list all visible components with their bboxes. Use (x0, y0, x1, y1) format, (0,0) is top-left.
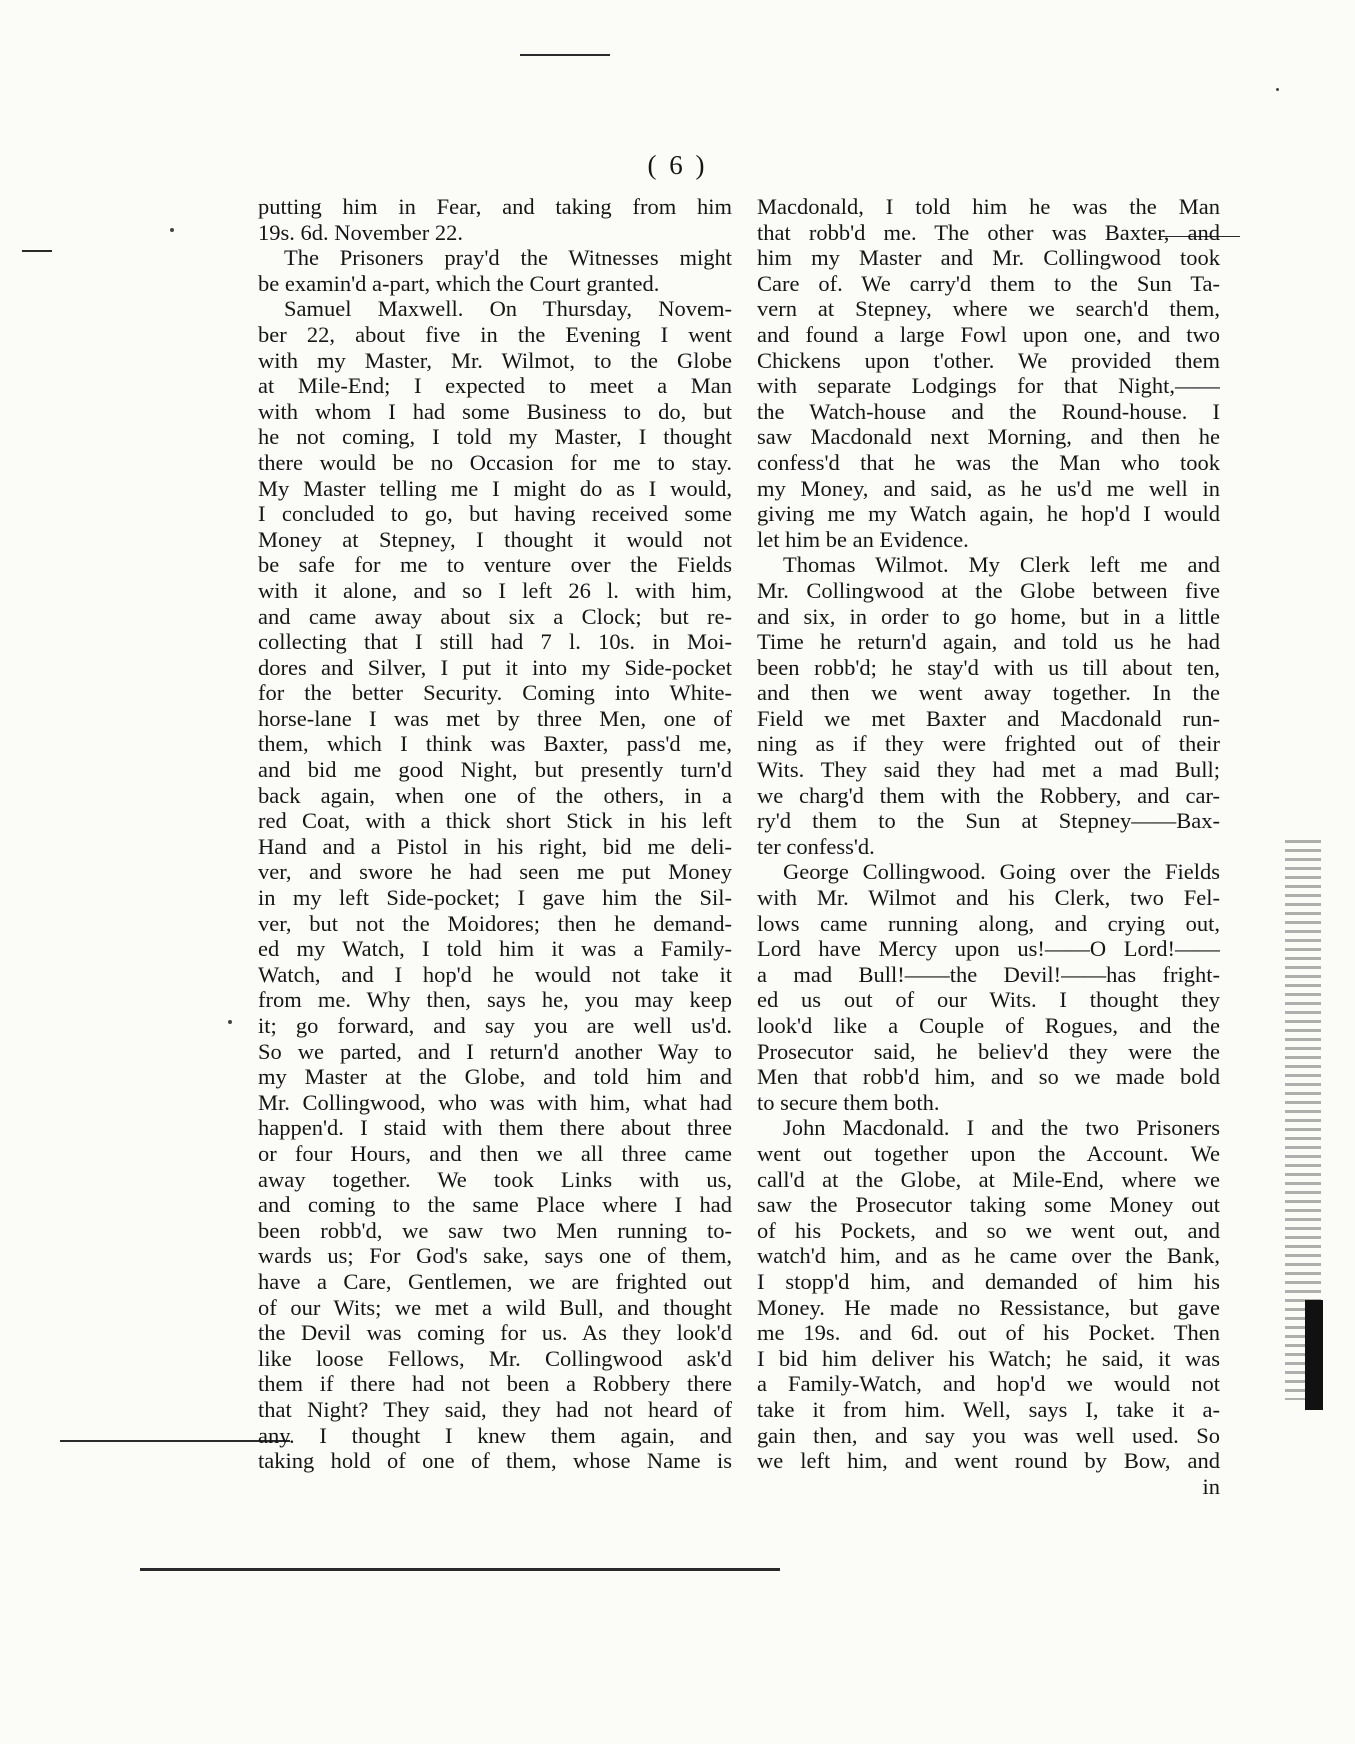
text-line: a Family-Watch, and hop'd we would not (757, 1371, 1220, 1397)
text-line: them, which I think was Baxter, pass'd me, (258, 731, 732, 757)
page-number: ( 6 ) (647, 150, 708, 180)
text-line: Wits. They said they had met a mad Bull; (757, 757, 1220, 783)
text-line: So we parted, and I return'd another Way to (258, 1038, 732, 1064)
text-line: Care of. We carry'd them to the Sun Ta- (757, 270, 1220, 296)
text-line: Hand and a Pistol in his right, bid me deli- (258, 833, 732, 859)
text-line: there would be no Occasion for me to stay. (258, 449, 732, 475)
text-line: the Watch-house and the Round-house. I (757, 398, 1220, 424)
text-line: Macdonald, I told him he was the Man (757, 194, 1220, 219)
text-line: Lord have Mercy upon us!——O Lord!—— (757, 936, 1220, 962)
text-line: him my Master and Mr. Collingwood took (757, 245, 1220, 271)
text-line: let him be an Evidence. (757, 526, 969, 552)
text-line: any. I thought I knew them again, and (258, 1422, 732, 1448)
text-line: wards us; For God's sake, says one of them, (258, 1243, 732, 1269)
text-line: dores and Silver, I put it into my Side-pocket (258, 654, 732, 680)
text-line: of his Pockets, and so we went out, and (757, 1217, 1220, 1243)
text-line: Mr. Collingwood, who was with him, what had (258, 1089, 732, 1115)
text-line: been robb'd, we saw two Men running to- (258, 1217, 732, 1243)
margin-speck (1276, 88, 1279, 91)
text-line: away together. We took Links with us, (258, 1166, 732, 1192)
text-line: be safe for me to venture over the Fields (258, 552, 732, 578)
text-line: be examin'd a-part, which the Court granted. (258, 270, 660, 296)
text-line: back again, when one of the others, in a (258, 782, 732, 808)
text-line: Men that robb'd him, and so we made bold (757, 1064, 1220, 1090)
text-line: Mr. Collingwood at the Globe between five (757, 577, 1220, 603)
text-line: with whom I had some Business to do, but (258, 398, 732, 424)
text-line: it; go forward, and say you are well us'd. (258, 1013, 732, 1038)
text-line: ter confess'd. (757, 833, 875, 859)
text-line: and bid me good Night, but presently turn'd (258, 757, 732, 783)
text-line: the Devil was coming for us. As they look'd (258, 1320, 732, 1346)
text-line: look'd like a Couple of Rogues, and the (757, 1013, 1220, 1038)
text-line: of our Wits; we met a wild Bull, and thought (258, 1294, 732, 1320)
text-line: at Mile-End; I expected to meet a Man (258, 373, 732, 399)
text-line: with my Master, Mr. Wilmot, to the Globe (258, 347, 732, 373)
text-line: Samuel Maxwell. On Thursday, Novem- (284, 296, 732, 322)
text-line: take it from him. Well, says I, take it a- (757, 1396, 1220, 1422)
text-line: in my left Side-pocket; I gave him the Sil- (258, 885, 732, 911)
text-line: ed us out of our Wits. I thought they (757, 987, 1220, 1013)
text-line: ning as if they were frighted out of their (757, 731, 1220, 757)
text-line: with separate Lodgings for that Night,—— (757, 373, 1220, 399)
text-line: confess'd that he was the Man who took (757, 449, 1220, 475)
text-line: I stopp'd him, and demanded of him his (757, 1268, 1220, 1294)
text-line: watch'd him, and as he came over the Bank, (757, 1243, 1220, 1269)
text-line: putting him in Fear, and taking from him (258, 194, 732, 219)
bottom-rule (60, 1440, 290, 1442)
text-line: saw Macdonald next Morning, and then he (757, 424, 1220, 450)
text-line: gain then, and say you was well used. So (757, 1422, 1220, 1448)
text-line: like loose Fellows, Mr. Collingwood ask'd (258, 1345, 732, 1371)
text-line: to secure them both. (757, 1089, 940, 1115)
text-line: he not coming, I told my Master, I thought (258, 424, 732, 450)
text-line: and six, in order to go home, but in a little (757, 603, 1220, 629)
text-line: red Coat, with a thick short Stick in his left (258, 808, 732, 834)
text-line: John Macdonald. I and the two Prisoners (783, 1115, 1220, 1141)
text-line: my Money, and said, as he us'd me well in (757, 475, 1220, 501)
text-line: call'd at the Globe, at Mile-End, where we (757, 1166, 1220, 1192)
text-line: I concluded to go, but having received some (258, 501, 732, 527)
text-line: ver, but not the Moidores; then he demand- (258, 910, 732, 936)
text-line: giving me my Watch again, he hop'd I would (757, 501, 1220, 527)
text-line: Watch, and I hop'd he would not take it (258, 961, 732, 987)
text-line: and then we went away together. In the (757, 680, 1220, 706)
text-line: Time he return'd again, and told us he had (757, 629, 1220, 655)
text-line: Field we met Baxter and Macdonald run- (757, 705, 1220, 731)
text-line: in (1202, 1473, 1220, 1499)
scan-edge-shadow (1305, 1300, 1323, 1410)
text-line: My Master telling me I might do as I would, (258, 475, 732, 501)
margin-mark-left (22, 250, 52, 252)
text-line: ber 22, about five in the Evening I went (258, 321, 732, 347)
text-line: Thomas Wilmot. My Clerk left me and (783, 552, 1220, 578)
text-line: Money at Stepney, I thought it would not (258, 526, 732, 552)
text-line: that robb'd me. The other was Baxter, and (757, 219, 1220, 245)
text-line: with it alone, and so I left 26 l. with him, (258, 577, 732, 603)
text-line: George Collingwood. Going over the Fields (783, 859, 1220, 885)
top-rule (520, 54, 610, 56)
text-line: and coming to the same Place where I had (258, 1192, 732, 1218)
text-line: from me. Why then, says he, you may keep (258, 987, 732, 1013)
text-line: and found a large Fowl upon one, and two (757, 321, 1220, 347)
text-line: collecting that I still had 7 l. 10s. in Moi- (258, 629, 732, 655)
text-line: for the better Security. Coming into White- (258, 680, 732, 706)
text-line: been robb'd; he stay'd with us till about ten, (757, 654, 1220, 680)
text-line: lows came running along, and crying out, (757, 910, 1220, 936)
text-line: we charg'd them with the Robbery, and car- (757, 782, 1220, 808)
text-line: went out together upon the Account. We (757, 1140, 1220, 1166)
text-line: 19s. 6d. November 22. (258, 219, 463, 245)
text-line: taking hold of one of them, whose Name is (258, 1448, 732, 1474)
text-line: vern at Stepney, where we search'd them, (757, 296, 1220, 322)
text-line: I bid him deliver his Watch; he said, it was (757, 1345, 1220, 1371)
text-line: saw the Prosecutor taking some Money out (757, 1192, 1220, 1218)
text-line: a mad Bull!——the Devil!——has fright- (757, 961, 1220, 987)
text-line: The Prisoners pray'd the Witnesses might (284, 245, 732, 271)
text-line: and came away about six a Clock; but re- (258, 603, 732, 629)
text-line: that Night? They said, they had not heard of (258, 1396, 732, 1422)
text-line: horse-lane I was met by three Men, one of (258, 705, 732, 731)
text-line: ver, and swore he had seen me put Money (258, 859, 732, 885)
margin-speck (228, 1020, 232, 1024)
left-column (258, 194, 732, 1474)
text-line: ry'd them to the Sun at Stepney——Bax- (757, 808, 1220, 834)
text-line: we left him, and went round by Bow, and (757, 1448, 1220, 1474)
text-line: Chickens upon t'other. We provided them (757, 347, 1220, 373)
text-line: have a Care, Gentlemen, we are frighted out (258, 1268, 732, 1294)
text-line: me 19s. and 6d. out of his Pocket. Then (757, 1320, 1220, 1346)
text-line: Money. He made no Ressistance, but gave (757, 1294, 1220, 1320)
text-line: them if there had not been a Robbery there (258, 1371, 732, 1397)
margin-speck (170, 228, 174, 232)
right-column (757, 194, 1220, 1499)
text-line: ed my Watch, I told him it was a Family- (258, 936, 732, 962)
bottom-scan-rule (140, 1568, 780, 1571)
text-line: my Master at the Globe, and told him and (258, 1064, 732, 1090)
text-line: happen'd. I staid with them there about three (258, 1115, 732, 1141)
text-line: Prosecutor said, he believ'd they were the (757, 1038, 1220, 1064)
text-line: or four Hours, and then we all three came (258, 1140, 732, 1166)
text-line: with Mr. Wilmot and his Clerk, two Fel- (757, 885, 1220, 911)
